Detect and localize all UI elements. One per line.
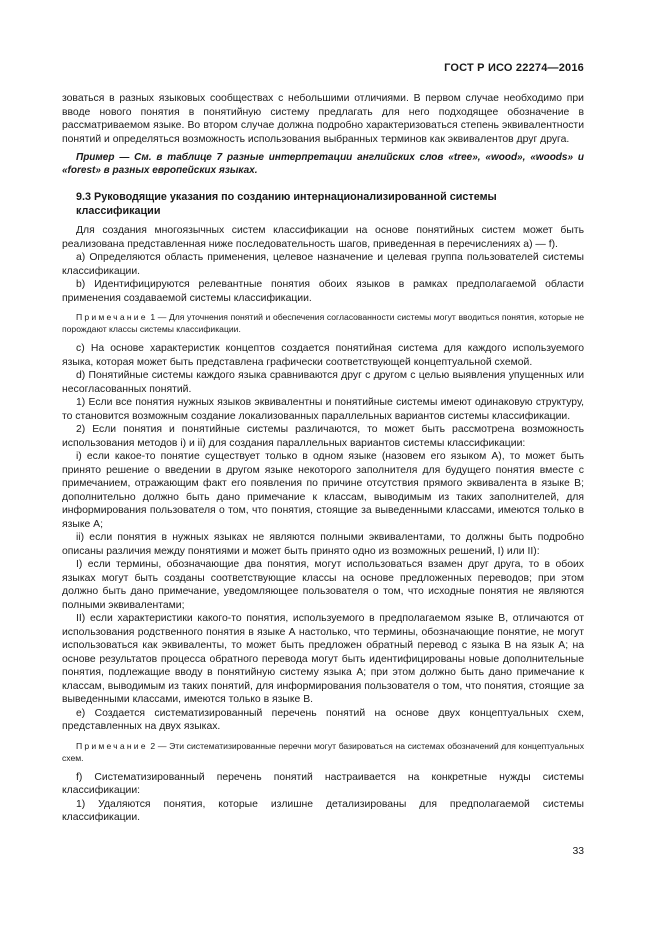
note-text: 2 — Эти систематизированные перечни могут базироваться на системах обозначений для концептуальных схем. [62, 740, 584, 763]
note-text: 1 — Для уточнения понятий и обеспечения согласованности системы могут вводиться понятия, которые не порождают классы системы классификации. [62, 312, 584, 334]
section-heading: 9.3 Руководящие указания по созданию интернационализированной системы классификации [76, 191, 497, 217]
list-item-f: f) Систематизированный перечень понятий настраивается на конкретные нужды системы классификации: [62, 771, 584, 796]
intro-paragraph: Для создания многоязычных систем классификации на основе понятийных систем может быть реализована представленная ниже последовательность шагов, приведенная в перечислениях а) — f). [62, 225, 584, 250]
list-item-d2: 2) Если понятия и понятийные системы различаются, то может быть рассмотрена возможность использования методов i) и ii) для создания параллельных вариантов системы классификации: [62, 424, 584, 449]
note-label: Примечание [76, 312, 148, 322]
list-item-d1: 1) Если все понятия нужных языков эквивалентны и понятийные системы имеют одинаковую структуру, то становится возможным создание локализованных параллельных вариантов системы классификации. [62, 397, 584, 422]
example-paragraph: Пример — См. в таблице 7 разные интерпретации английских слов «tree», «wood», «woods» и «forest» в разных европейских языках. [62, 152, 584, 176]
list-item-dii: ii) если понятия в нужных языках не являются полными эквивалентами, то должны быть подробно описаны различия между понятиями и может быть принято одно из возможных решений, I) или II): [62, 532, 584, 557]
document-body [62, 92, 584, 825]
list-item-d: d) Понятийные системы каждого языка сравниваются друг с другом с целью выявления упущенных или несогласованных понятий. [62, 370, 584, 395]
note-1 [62, 311, 584, 335]
list-item-dI: I) если термины, обозначающие два понятия, могут использоваться взамен друг друга, то в обоих языках могут быть созданы соответствующие классы на основе предложенных переводов; при этом должно быть дано примечание, уведомляющее пользователя о том, что исходные понятия не являются полными эквивалентами; [62, 559, 584, 611]
note-2 [62, 740, 584, 764]
list-item-f1: 1) Удаляются понятия, которые излишне детализированы для предполагаемой системы классификации. [62, 798, 584, 823]
list-item-di: i) если какое-то понятие существует только в одном языке (назовем его языком А), то может быть принято решение о введении в другом языке некоторого заполнителя для будущего понятия вместе с примечанием, отражающим факт его появления по причине отсутствия прямого эквивалента в языке В; дополнительно должно быть дано примечание к классам, выводимым из таких заполнителей, для информирования пользователя о том, что понятия, стоящие за выведенными классами, имеются только в языке А; [62, 451, 584, 530]
list-item-a: а) Определяются область применения, целевое назначение и целевая группа пользователей системы классификации. [62, 252, 584, 277]
note-label: Примечание [76, 740, 148, 751]
list-item-e: е) Создается систематизированный перечень понятий на основе двух концептуальных схем, представленных на двух языках. [62, 707, 584, 732]
page-number: 33 [572, 846, 584, 857]
list-item-dII: II) если характеристики какого-то понятия, используемого в предполагаемом языке В, отличаются от использования родственного понятия в языке А настолько, что термины, обозначающие понятие, не могут использоваться как эквиваленты, то может быть предложен обратный перевод с языка В на язык А; на основе результатов процесса обратного перевода могут быть идентифицированы новые дополнительные понятия, подлежащие вводу в понятийную систему языка А; при этом должно быть дано примечание к классам, выводимым из таких понятий, для информирования пользователя о том, что понятия, стоящие за выведенными классами, имеются только в языке В. [62, 613, 584, 705]
list-item-c: с) На основе характеристик концептов создается понятийная система для каждого используемого языка, которая может быть представлена графически соответствующей концептуальной схемой. [62, 343, 584, 368]
standard-header: ГОСТ Р ИСО 22274—2016 [444, 62, 584, 74]
list-item-b: b) Идентифицируются релевантные понятия обоих языков в рамках предполагаемой области применения создаваемой системы классификации. [62, 279, 584, 304]
paragraph-continuation: зоваться в разных языковых сообществах с небольшими отличиями. В первом случае необходимо при вводе нового понятия в понятийную систему предлагать для него подходящее обозначение в рассматриваемом языке. Во втором случае должна подробно характеризоваться степень эквивалентности понятий и определяться возможность использования выбранных терминов как эквивалентов друг друга. [62, 93, 584, 145]
